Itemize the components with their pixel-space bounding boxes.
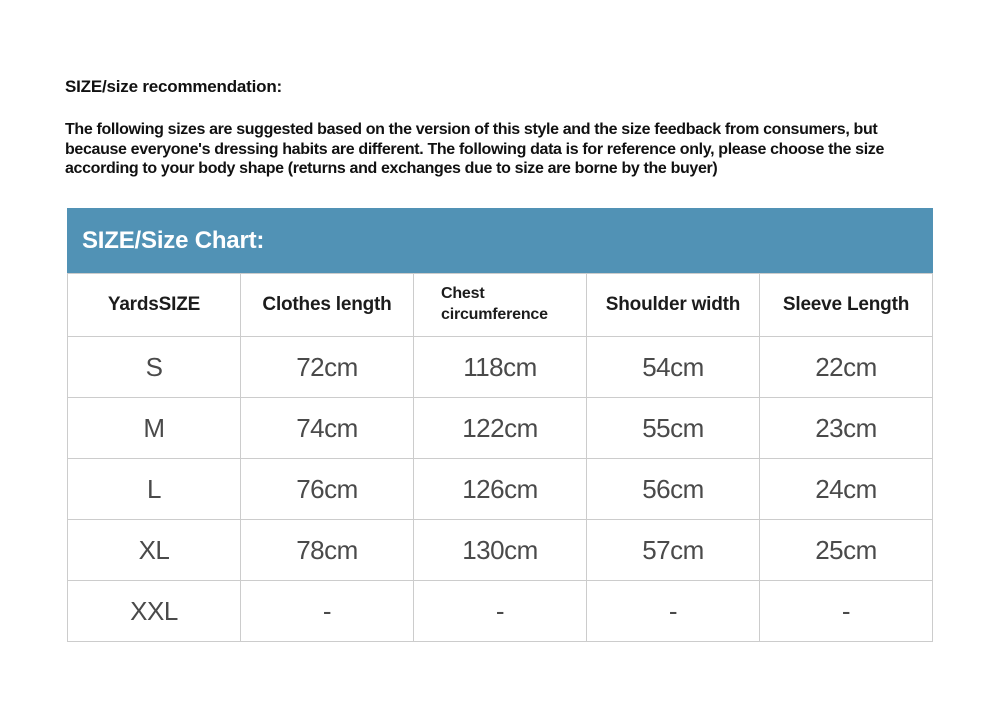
size-chart-title: SIZE/Size Chart:	[82, 226, 265, 254]
table-row-xl	[68, 520, 933, 581]
clothes-length-cell: 74cm	[241, 398, 414, 459]
shoulder-cell: 54cm	[587, 337, 760, 398]
size-chart-title-bar	[67, 208, 933, 273]
shoulder-cell: 56cm	[587, 459, 760, 520]
sleeve-cell: -	[760, 581, 933, 642]
sleeve-cell: 24cm	[760, 459, 933, 520]
size-cell: XXL	[68, 581, 241, 642]
table-header-row	[68, 274, 933, 337]
clothes-length-cell: 78cm	[241, 520, 414, 581]
chest-header-label: Chest circumference	[441, 285, 548, 323]
chest-cell: 126cm	[414, 459, 587, 520]
size-recommendation-text: The following sizes are suggested based on the version of this style and the size feedback from consumers, but because everyone's dressing habits are different. The following data is for reference only, please choose the size according to your body shape (returns and exchanges due to size are borne by the buyer)	[65, 121, 884, 177]
shoulder-cell: 57cm	[587, 520, 760, 581]
shoulder-cell: 55cm	[587, 398, 760, 459]
sleeve-cell: 25cm	[760, 520, 933, 581]
clothes-length-cell: 72cm	[241, 337, 414, 398]
shoulder-cell: -	[587, 581, 760, 642]
chest-cell: 118cm	[414, 337, 587, 398]
column-header-size: YardsSIZE	[68, 274, 241, 337]
column-header-chest-circumference	[414, 274, 587, 337]
chest-cell: 130cm	[414, 520, 587, 581]
clothes-length-cell: 76cm	[241, 459, 414, 520]
table-row-m	[68, 398, 933, 459]
size-chart-table	[67, 273, 933, 642]
table-row-xxl	[68, 581, 933, 642]
chest-cell: -	[414, 581, 587, 642]
column-header-sleeve-length: Sleeve Length	[760, 274, 933, 337]
table-row-l	[68, 459, 933, 520]
size-cell: M	[68, 398, 241, 459]
size-cell: S	[68, 337, 241, 398]
size-chart-section	[67, 208, 933, 642]
column-header-clothes-length: Clothes length	[241, 274, 414, 337]
size-recommendation-heading: SIZE/size recommendation:	[65, 77, 282, 96]
size-cell: XL	[68, 520, 241, 581]
column-header-shoulder-width: Shoulder width	[587, 274, 760, 337]
chest-cell: 122cm	[414, 398, 587, 459]
clothes-length-cell: -	[241, 581, 414, 642]
sleeve-cell: 22cm	[760, 337, 933, 398]
table-row-s	[68, 337, 933, 398]
sleeve-cell: 23cm	[760, 398, 933, 459]
size-cell: L	[68, 459, 241, 520]
